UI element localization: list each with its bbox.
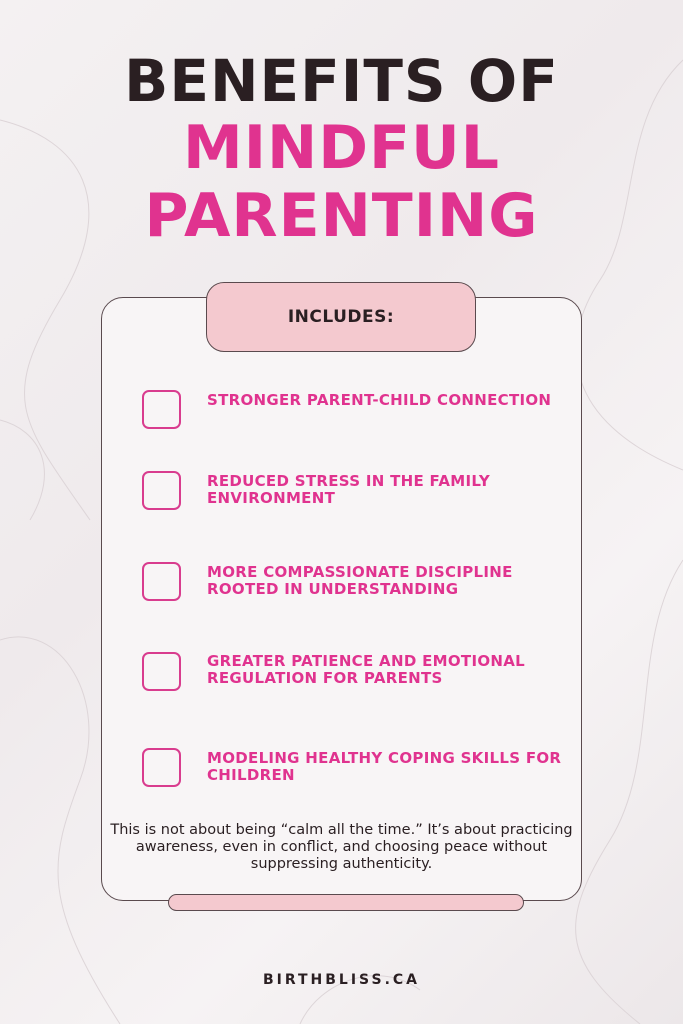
checklist-item-label: MODELING HEALTHY COPING SKILLS FOR CHILDREN — [207, 749, 562, 784]
card-header-label: INCLUDES: — [287, 307, 395, 327]
title-line-1: BENEFITS OF — [124, 47, 559, 115]
checklist-item[interactable] — [142, 652, 562, 691]
empty-checkbox-icon[interactable] — [142, 562, 181, 601]
checklist-item[interactable] — [142, 562, 562, 601]
title-line-2: MINDFUL — [183, 113, 500, 183]
checklist-item[interactable] — [142, 471, 562, 510]
title-line-3: PARENTING — [144, 181, 539, 251]
empty-checkbox-icon[interactable] — [142, 748, 181, 787]
checklist-item-label: MORE COMPASSIONATE DISCIPLINE ROOTED IN UNDERSTANDING — [207, 563, 513, 598]
card-bottom-bar — [168, 894, 524, 911]
empty-checkbox-icon[interactable] — [142, 652, 181, 691]
checklist-item-label: REDUCED STRESS IN THE FAMILY ENVIRONMENT — [207, 472, 491, 507]
checklist-item[interactable] — [142, 748, 562, 787]
footer-website[interactable]: BIRTHBLISS.CA — [262, 972, 421, 988]
card-header-pill — [206, 282, 476, 352]
empty-checkbox-icon[interactable] — [142, 390, 181, 429]
card-note: This is not about being “calm all the time.” It’s about practicing awareness, even in conflict, and choosing peace without suppressing authenticity. — [110, 822, 573, 872]
checklist-item[interactable] — [142, 390, 562, 429]
checklist-item-label: GREATER PATIENCE AND EMOTIONAL REGULATION FOR PARENTS — [207, 652, 526, 687]
empty-checkbox-icon[interactable] — [142, 471, 181, 510]
checklist-item-label: STRONGER PARENT-CHILD CONNECTION — [207, 391, 552, 409]
